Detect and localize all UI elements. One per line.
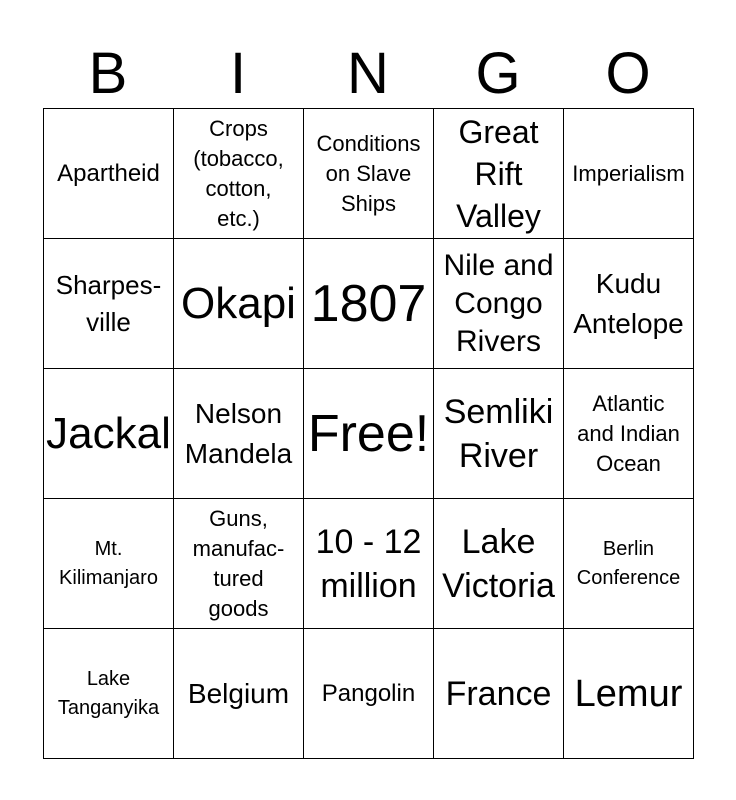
bingo-cell[interactable] <box>304 109 434 239</box>
cell-text: Kudu Antelope <box>573 267 684 339</box>
cell-text: Apartheid <box>57 159 160 187</box>
bingo-cell[interactable] <box>44 239 174 369</box>
bingo-cell[interactable] <box>434 239 564 369</box>
header-letter-i: I <box>229 41 247 106</box>
cell-text: Atlantic and Indian Ocean <box>577 390 680 476</box>
header-letter-o: O <box>605 41 651 106</box>
cell-text: France <box>445 674 552 713</box>
bingo-cell[interactable] <box>44 109 174 239</box>
cell-text: Guns, manufac- tured goods <box>192 505 285 621</box>
free-space-cell[interactable] <box>304 369 434 499</box>
bingo-cell[interactable] <box>564 629 694 759</box>
bingo-cell[interactable] <box>304 629 434 759</box>
bingo-cell[interactable] <box>44 369 174 499</box>
cell-text: Sharpes- ville <box>55 269 162 337</box>
header-letter-b: B <box>88 41 128 106</box>
cell-text: Berlin Conference <box>576 537 681 589</box>
header-letter-g: G <box>475 41 521 106</box>
cell-text: Pangolin <box>321 679 416 707</box>
bingo-cell[interactable] <box>174 109 304 239</box>
cell-text: Okapi <box>181 278 296 328</box>
bingo-cell[interactable] <box>564 499 694 629</box>
bingo-cell[interactable] <box>564 369 694 499</box>
bingo-cell[interactable] <box>174 629 304 759</box>
cell-text: 1807 <box>310 274 427 333</box>
cell-text: Semliki River <box>443 392 554 475</box>
cell-text: Mt. Kilimanjaro <box>59 537 158 589</box>
bingo-cell[interactable] <box>174 369 304 499</box>
cell-text: Free! <box>307 404 430 463</box>
cell-text: Imperialism <box>572 160 685 186</box>
bingo-header <box>43 40 693 108</box>
cell-text: Nelson Mandela <box>184 397 293 469</box>
cell-text: Conditions on Slave Ships <box>316 130 421 216</box>
cell-text: Lake Victoria <box>442 522 555 605</box>
bingo-cell[interactable] <box>174 499 304 629</box>
bingo-grid <box>43 108 694 759</box>
cell-text: Lake Tanganyika <box>57 667 160 719</box>
bingo-cell[interactable] <box>44 629 174 759</box>
cell-text: Belgium <box>187 677 290 709</box>
cell-text: Great Rift Valley <box>456 113 541 234</box>
cell-text: Nile and Congo Rivers <box>443 248 554 358</box>
header-letter-n: N <box>347 41 389 106</box>
cell-text: Jackal <box>46 408 171 458</box>
bingo-cell[interactable] <box>434 369 564 499</box>
cell-text: 10 - 12 million <box>315 522 422 605</box>
bingo-cell[interactable] <box>434 629 564 759</box>
bingo-cell[interactable] <box>174 239 304 369</box>
bingo-cell[interactable] <box>564 109 694 239</box>
cell-text: Crops (tobacco, cotton, etc.) <box>193 115 284 231</box>
bingo-cell[interactable] <box>304 499 434 629</box>
cell-text: Lemur <box>574 672 683 715</box>
bingo-cell[interactable] <box>434 109 564 239</box>
bingo-cell[interactable] <box>564 239 694 369</box>
bingo-cell[interactable] <box>44 499 174 629</box>
bingo-cell[interactable] <box>304 239 434 369</box>
bingo-cell[interactable] <box>434 499 564 629</box>
